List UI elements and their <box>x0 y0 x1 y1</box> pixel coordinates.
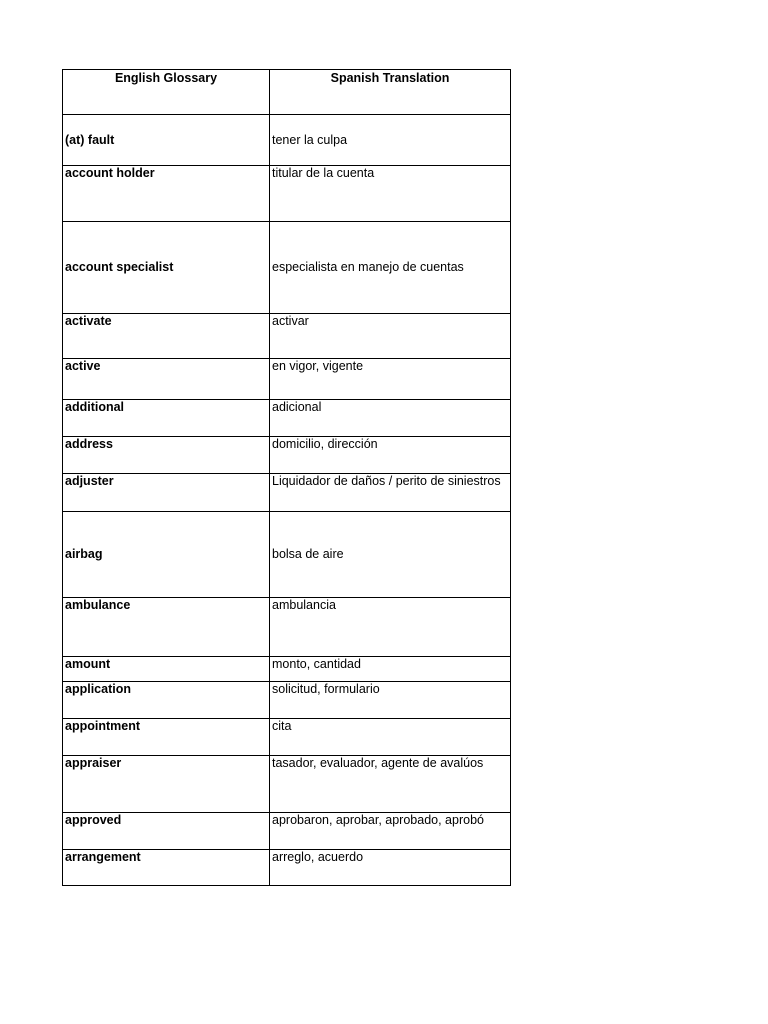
table-row <box>63 222 511 314</box>
table-row <box>63 359 511 400</box>
term-cell: additional <box>63 400 270 437</box>
glossary-table <box>62 69 511 886</box>
term-cell: application <box>63 682 270 719</box>
term-cell: address <box>63 437 270 474</box>
term-cell: airbag <box>63 512 270 598</box>
table-row <box>63 756 511 813</box>
translation-cell: cita <box>270 719 511 756</box>
translation-cell: tener la culpa <box>270 115 511 166</box>
translation-cell: adicional <box>270 400 511 437</box>
translation-cell: arreglo, acuerdo <box>270 850 511 886</box>
term-cell: amount <box>63 657 270 682</box>
translation-cell: aprobaron, aprobar, aprobado, aprobó <box>270 813 511 850</box>
table-row <box>63 474 511 512</box>
table-row <box>63 813 511 850</box>
table-row <box>63 314 511 359</box>
translation-cell: bolsa de aire <box>270 512 511 598</box>
translation-cell: titular de la cuenta <box>270 166 511 222</box>
term-cell: account specialist <box>63 222 270 314</box>
table-row <box>63 719 511 756</box>
table-row <box>63 598 511 657</box>
term-cell: activate <box>63 314 270 359</box>
term-cell: appointment <box>63 719 270 756</box>
table-row <box>63 115 511 166</box>
translation-cell: Liquidador de daños / perito de siniestros <box>270 474 511 512</box>
term-cell: ambulance <box>63 598 270 657</box>
table-row <box>63 682 511 719</box>
table-row <box>63 512 511 598</box>
term-cell: (at) fault <box>63 115 270 166</box>
translation-cell: activar <box>270 314 511 359</box>
translation-cell: especialista en manejo de cuentas <box>270 222 511 314</box>
translation-cell: monto, cantidad <box>270 657 511 682</box>
table-row <box>63 437 511 474</box>
term-cell: adjuster <box>63 474 270 512</box>
header-spanish: Spanish Translation <box>270 70 511 115</box>
translation-cell: ambulancia <box>270 598 511 657</box>
term-cell: arrangement <box>63 850 270 886</box>
header-english: English Glossary <box>63 70 270 115</box>
translation-cell: tasador, evaluador, agente de avalúos <box>270 756 511 813</box>
term-cell: active <box>63 359 270 400</box>
table-row <box>63 850 511 886</box>
header-row <box>63 70 511 115</box>
table-row <box>63 166 511 222</box>
term-cell: appraiser <box>63 756 270 813</box>
term-cell: account holder <box>63 166 270 222</box>
table-row <box>63 400 511 437</box>
translation-cell: solicitud, formulario <box>270 682 511 719</box>
term-cell: approved <box>63 813 270 850</box>
translation-cell: en vigor, vigente <box>270 359 511 400</box>
table-row <box>63 657 511 682</box>
translation-cell: domicilio, dirección <box>270 437 511 474</box>
